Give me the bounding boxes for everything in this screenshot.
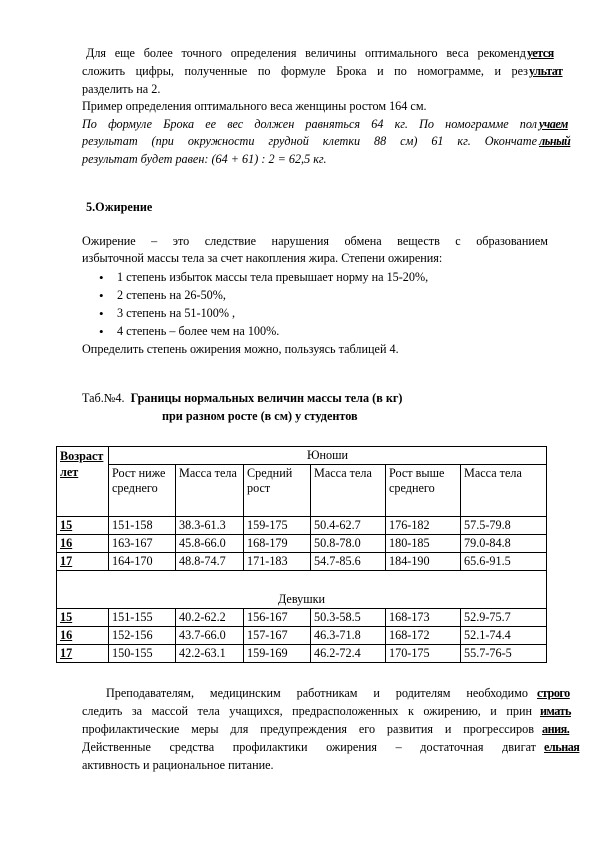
table-cell: 159-169	[244, 645, 311, 663]
italic-line-1: По формуле Брока ее вес должен равняться 64 кг. По номограмме пол	[82, 117, 537, 131]
table-cell: 43.7-66.0	[176, 627, 244, 645]
table-cell: 52.9-75.7	[461, 609, 547, 627]
age-cell: 16	[57, 627, 109, 645]
table-cell: 57.5-79.8	[461, 517, 547, 535]
closing-line-3: профилактические меры для предупреждения его развития и прогрессиров	[82, 722, 534, 736]
table-cell: 42.2-63.1	[176, 645, 244, 663]
obesity-footer: Определить степень ожирения можно, пользуясь таблицей 4.	[82, 342, 399, 356]
obesity-line-1: Ожирение – это следствие нарушения обмена веществ с образованием	[82, 234, 548, 248]
table-cell: 50.4-62.7	[311, 517, 386, 535]
table-cell: 46.2-72.4	[311, 645, 386, 663]
table-cell: 168-179	[244, 535, 311, 553]
age-cell: 17	[57, 645, 109, 663]
closing-mark-4: ельная	[544, 740, 580, 754]
table-cell: 65.6-91.5	[461, 553, 547, 571]
girls-header-row	[57, 571, 547, 609]
column-header: Масса тела	[311, 465, 386, 517]
closing-mark-2: имать	[540, 704, 571, 718]
list-item: • 2 степень на 26-50%,	[97, 288, 428, 306]
age-cell: 17	[57, 553, 109, 571]
table-row	[57, 553, 547, 571]
intro-line-2: сложить цифры, полученные по формуле Брока и по номограмме, и рез	[82, 64, 528, 78]
weight-norms-table	[56, 446, 547, 663]
table-cell: 168-172	[386, 627, 461, 645]
table-caption-prefix: Таб.№4.	[82, 391, 125, 405]
list-item: • 3 степень на 51-100% ,	[97, 306, 428, 324]
obesity-line-2: избыточной массы тела за счет накопления жира. Степени ожирения:	[82, 251, 443, 265]
column-header: Рост ниже среднего	[109, 465, 176, 517]
table-cell: 184-190	[386, 553, 461, 571]
table-cell: 46.3-71.8	[311, 627, 386, 645]
table-cell: 151-155	[109, 609, 176, 627]
column-header: Средний рост	[244, 465, 311, 517]
boys-header: Юноши	[109, 447, 547, 465]
closing-line-2: следить за массой тела учащихся, предрасположенных к ожирению, и прин	[82, 704, 532, 718]
section-heading: 5.Ожирение	[86, 200, 153, 214]
table-cell: 157-167	[244, 627, 311, 645]
age-header: Возраст лет	[57, 447, 109, 517]
closing-line-4: Действенные средства профилактики ожирения – достаточная двигат	[82, 740, 536, 754]
italic-line-3: результат будет равен: (64 + 61) : 2 = 62,5 кг.	[82, 152, 327, 166]
table-cell: 40.2-62.2	[176, 609, 244, 627]
intro-mark-2: ультат	[529, 64, 563, 78]
table-cell: 171-183	[244, 553, 311, 571]
table-cell: 150-155	[109, 645, 176, 663]
table-cell: 156-167	[244, 609, 311, 627]
table-cell: 168-173	[386, 609, 461, 627]
table-row	[57, 645, 547, 663]
list-item: • 4 степень – более чем на 100%.	[97, 324, 428, 342]
table-cell: 180-185	[386, 535, 461, 553]
table-row	[57, 517, 547, 535]
table-header-row	[57, 447, 547, 465]
table-cell: 159-175	[244, 517, 311, 535]
column-header-row	[57, 465, 547, 517]
table-row	[57, 535, 547, 553]
age-cell: 15	[57, 609, 109, 627]
table-cell: 176-182	[386, 517, 461, 535]
closing-line-5: активность и рациональное питание.	[82, 758, 274, 772]
closing-line-1: Преподавателям, медицинским работникам и родителям необходимо	[106, 686, 528, 700]
intro-line-1: Для еще более точного определения величины оптимального веса рекоменд	[86, 46, 526, 60]
table-caption-line-1	[82, 391, 548, 406]
obesity-degree-list	[97, 270, 428, 342]
table-cell: 163-167	[109, 535, 176, 553]
table-cell: 45.8-66.0	[176, 535, 244, 553]
girls-header: Девушки	[57, 571, 547, 609]
table-row	[57, 609, 547, 627]
table-cell: 152-156	[109, 627, 176, 645]
example-line: Пример определения оптимального веса женщины ростом 164 см.	[82, 99, 427, 113]
age-cell: 16	[57, 535, 109, 553]
table-caption-line-2: при разном росте (в см) у студентов	[162, 409, 358, 423]
table-cell: 38.3-61.3	[176, 517, 244, 535]
column-header: Масса тела	[461, 465, 547, 517]
italic-line-2: результат (при окружности грудной клетки 88 см) 61 кг. Окончате	[82, 134, 537, 148]
table-cell: 54.7-85.6	[311, 553, 386, 571]
closing-mark-3: ания.	[542, 722, 570, 736]
table-cell: 79.0-84.8	[461, 535, 547, 553]
table-row	[57, 627, 547, 645]
table-cell: 50.8-78.0	[311, 535, 386, 553]
italic-mark-1: учаем	[539, 117, 568, 131]
age-cell: 15	[57, 517, 109, 535]
closing-mark-1: строго	[537, 686, 570, 700]
intro-line-3: разделить на 2.	[82, 82, 161, 96]
table-caption-title: Границы нормальных величин массы тела (в кг)	[130, 391, 403, 405]
column-header: Рост выше среднего	[386, 465, 461, 517]
table-cell: 50.3-58.5	[311, 609, 386, 627]
table-cell: 52.1-74.4	[461, 627, 547, 645]
intro-mark-1: уется	[527, 46, 554, 60]
list-item: • 1 степень избыток массы тела превышает норму на 15-20%,	[97, 270, 428, 288]
column-header: Масса тела	[176, 465, 244, 517]
table-cell: 55.7-76-5	[461, 645, 547, 663]
table-cell: 170-175	[386, 645, 461, 663]
italic-mark-2: льный	[539, 134, 571, 148]
table-cell: 48.8-74.7	[176, 553, 244, 571]
table-cell: 164-170	[109, 553, 176, 571]
table-cell: 151-158	[109, 517, 176, 535]
